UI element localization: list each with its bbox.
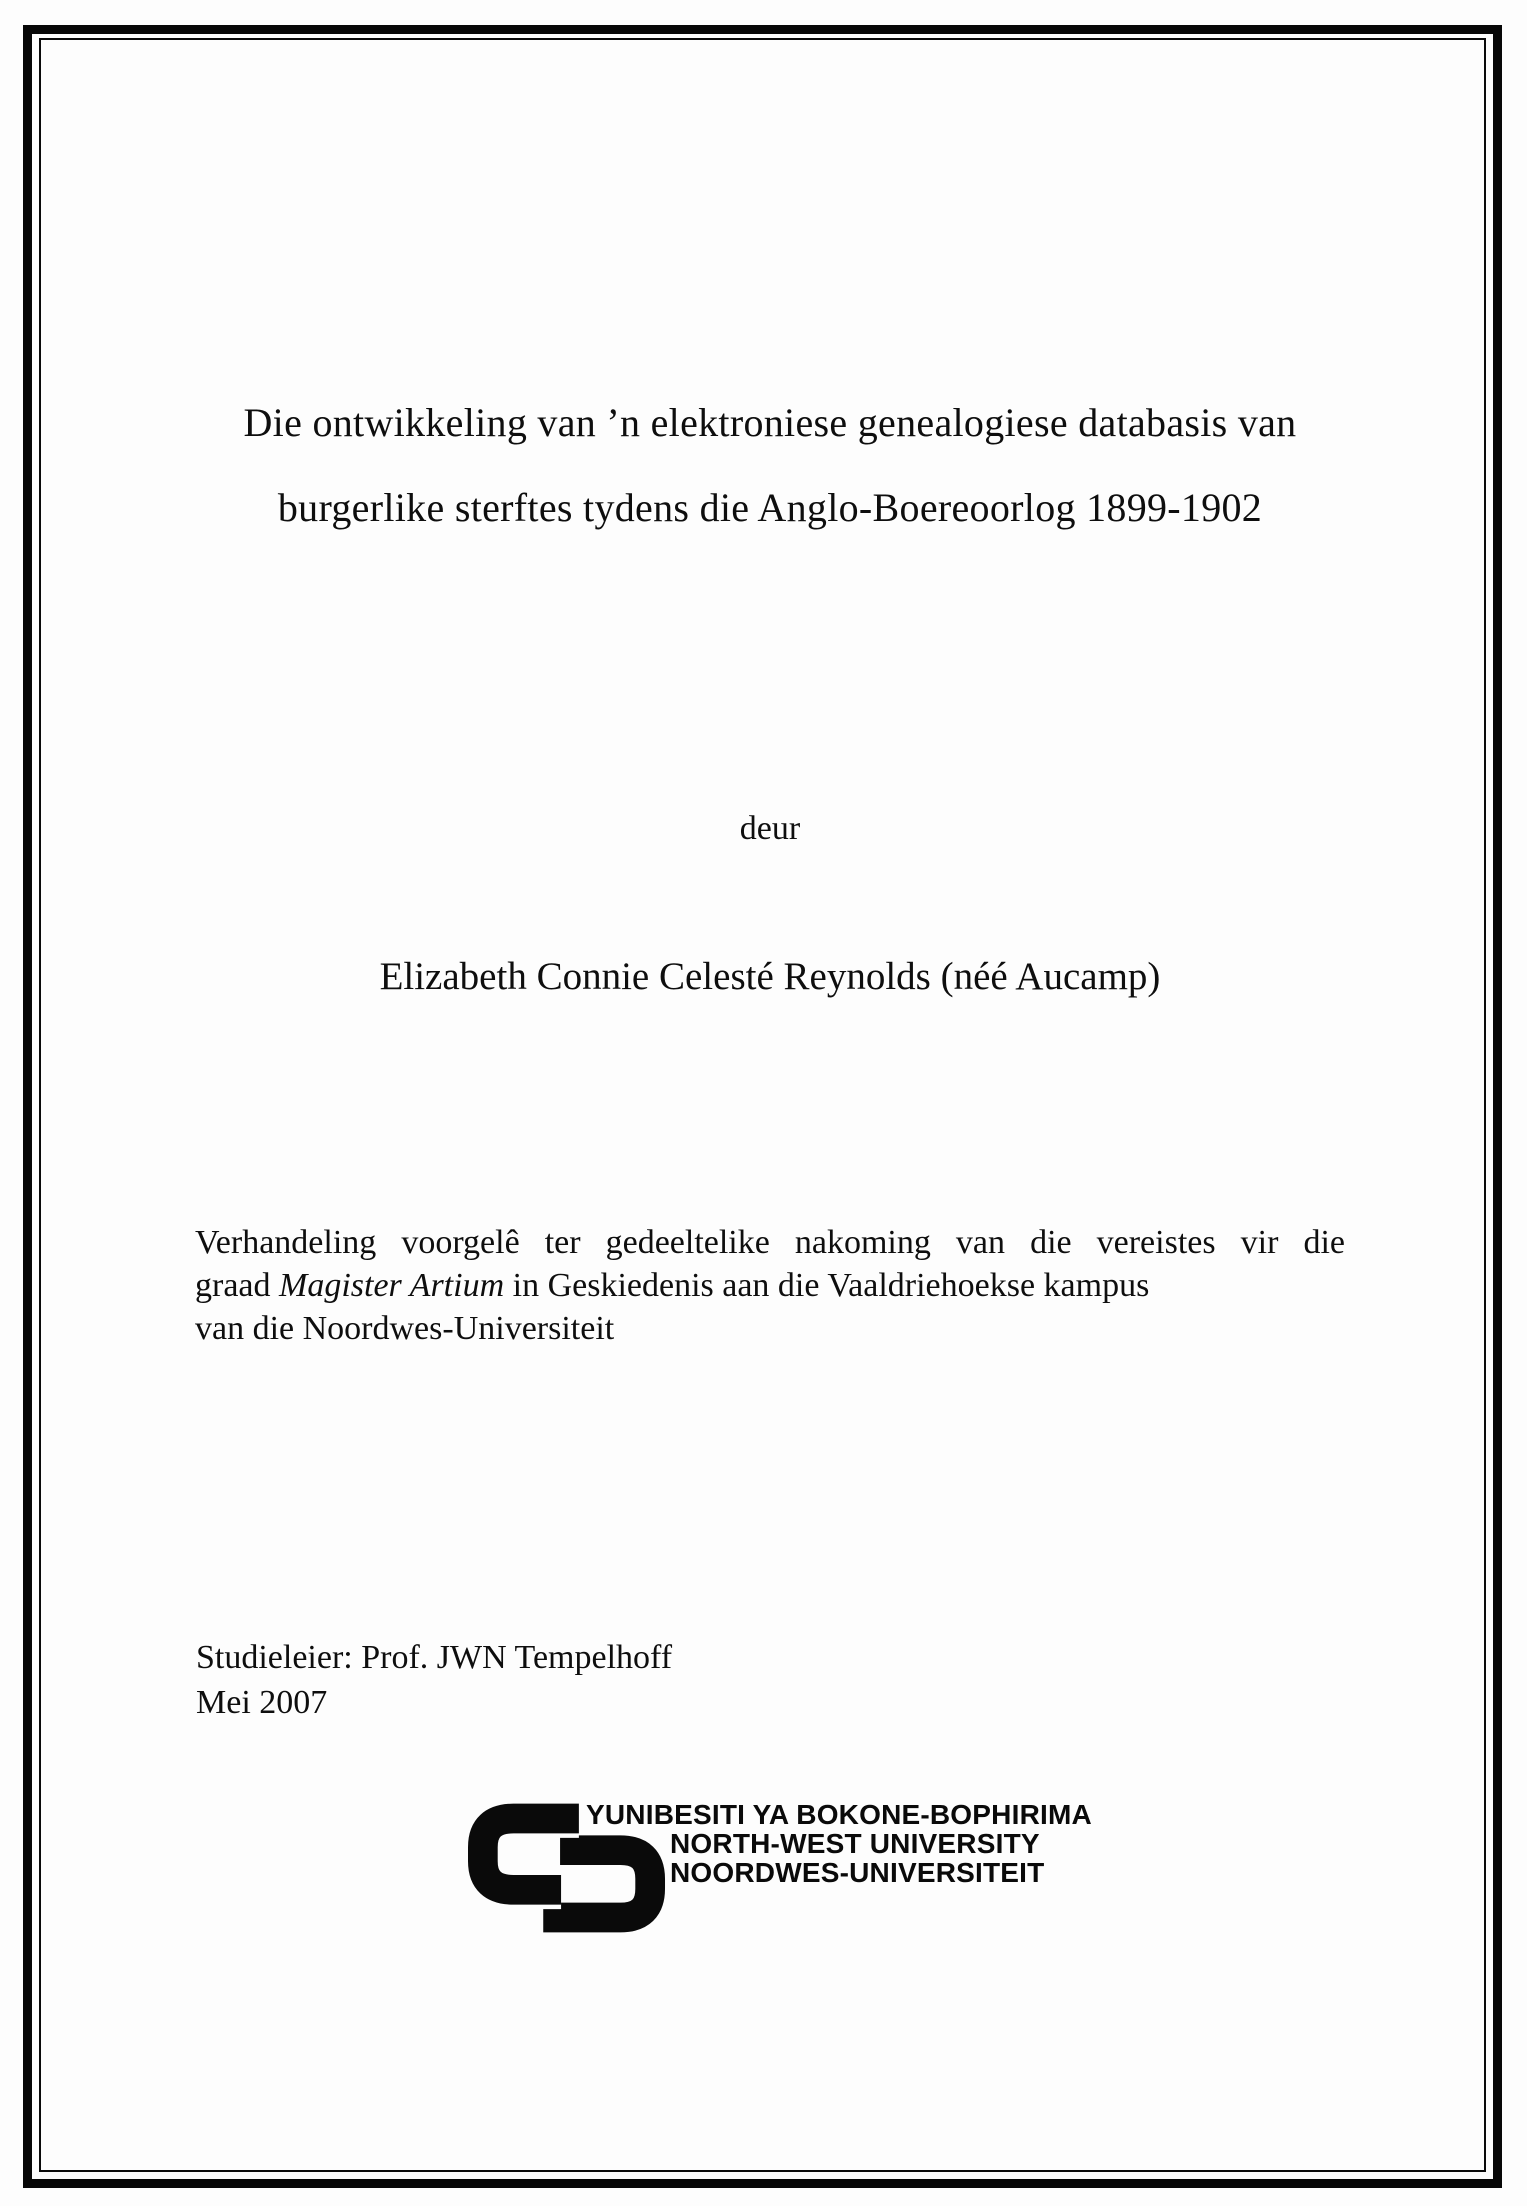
date-line: Mei 2007 — [196, 1684, 328, 1721]
logo-text-afrikaans: NOORDWES-UNIVERSITEIT — [670, 1857, 1045, 1888]
logo-text-english: NORTH-WEST UNIVERSITY — [670, 1828, 1040, 1859]
degree-statement-line2-prefix: graad — [195, 1267, 280, 1304]
byline: deur — [739, 810, 801, 847]
supervisor-block — [196, 1635, 672, 1725]
university-logo — [468, 1800, 1108, 1940]
supervisor-line: Studieleier: Prof. JWN Tempelhoff — [196, 1639, 673, 1676]
author-name: Elizabeth Connie Celesté Reynolds (néé Aucamp) — [379, 955, 1161, 998]
degree-statement-line1: Verhandeling voorgelê ter gedeeltelike nakoming van die vereistes vir die — [195, 1224, 1345, 1261]
thesis-title-line2: burgerlike sterftes tydens die Anglo-Boereoorlog 1899-1902 — [277, 485, 1263, 530]
degree-statement-line3: van die Noordwes-Universiteit — [195, 1310, 615, 1347]
degree-statement-line2 — [195, 1264, 1345, 1307]
thesis-title — [60, 380, 1480, 550]
logo-text-setswana: YUNIBESITI YA BOKONE-BOPHIRIMA — [586, 1799, 1092, 1830]
degree-statement-line2-suffix: in Geskiedenis aan die Vaaldriehoekse kampus — [504, 1267, 1150, 1304]
university-logo-text — [586, 1800, 1092, 1887]
degree-statement — [195, 1221, 1345, 1350]
thesis-title-line1: Die ontwikkeling van ’n elektroniese genealogiese databasis van — [243, 400, 1297, 445]
degree-name: Magister Artium — [279, 1267, 505, 1304]
